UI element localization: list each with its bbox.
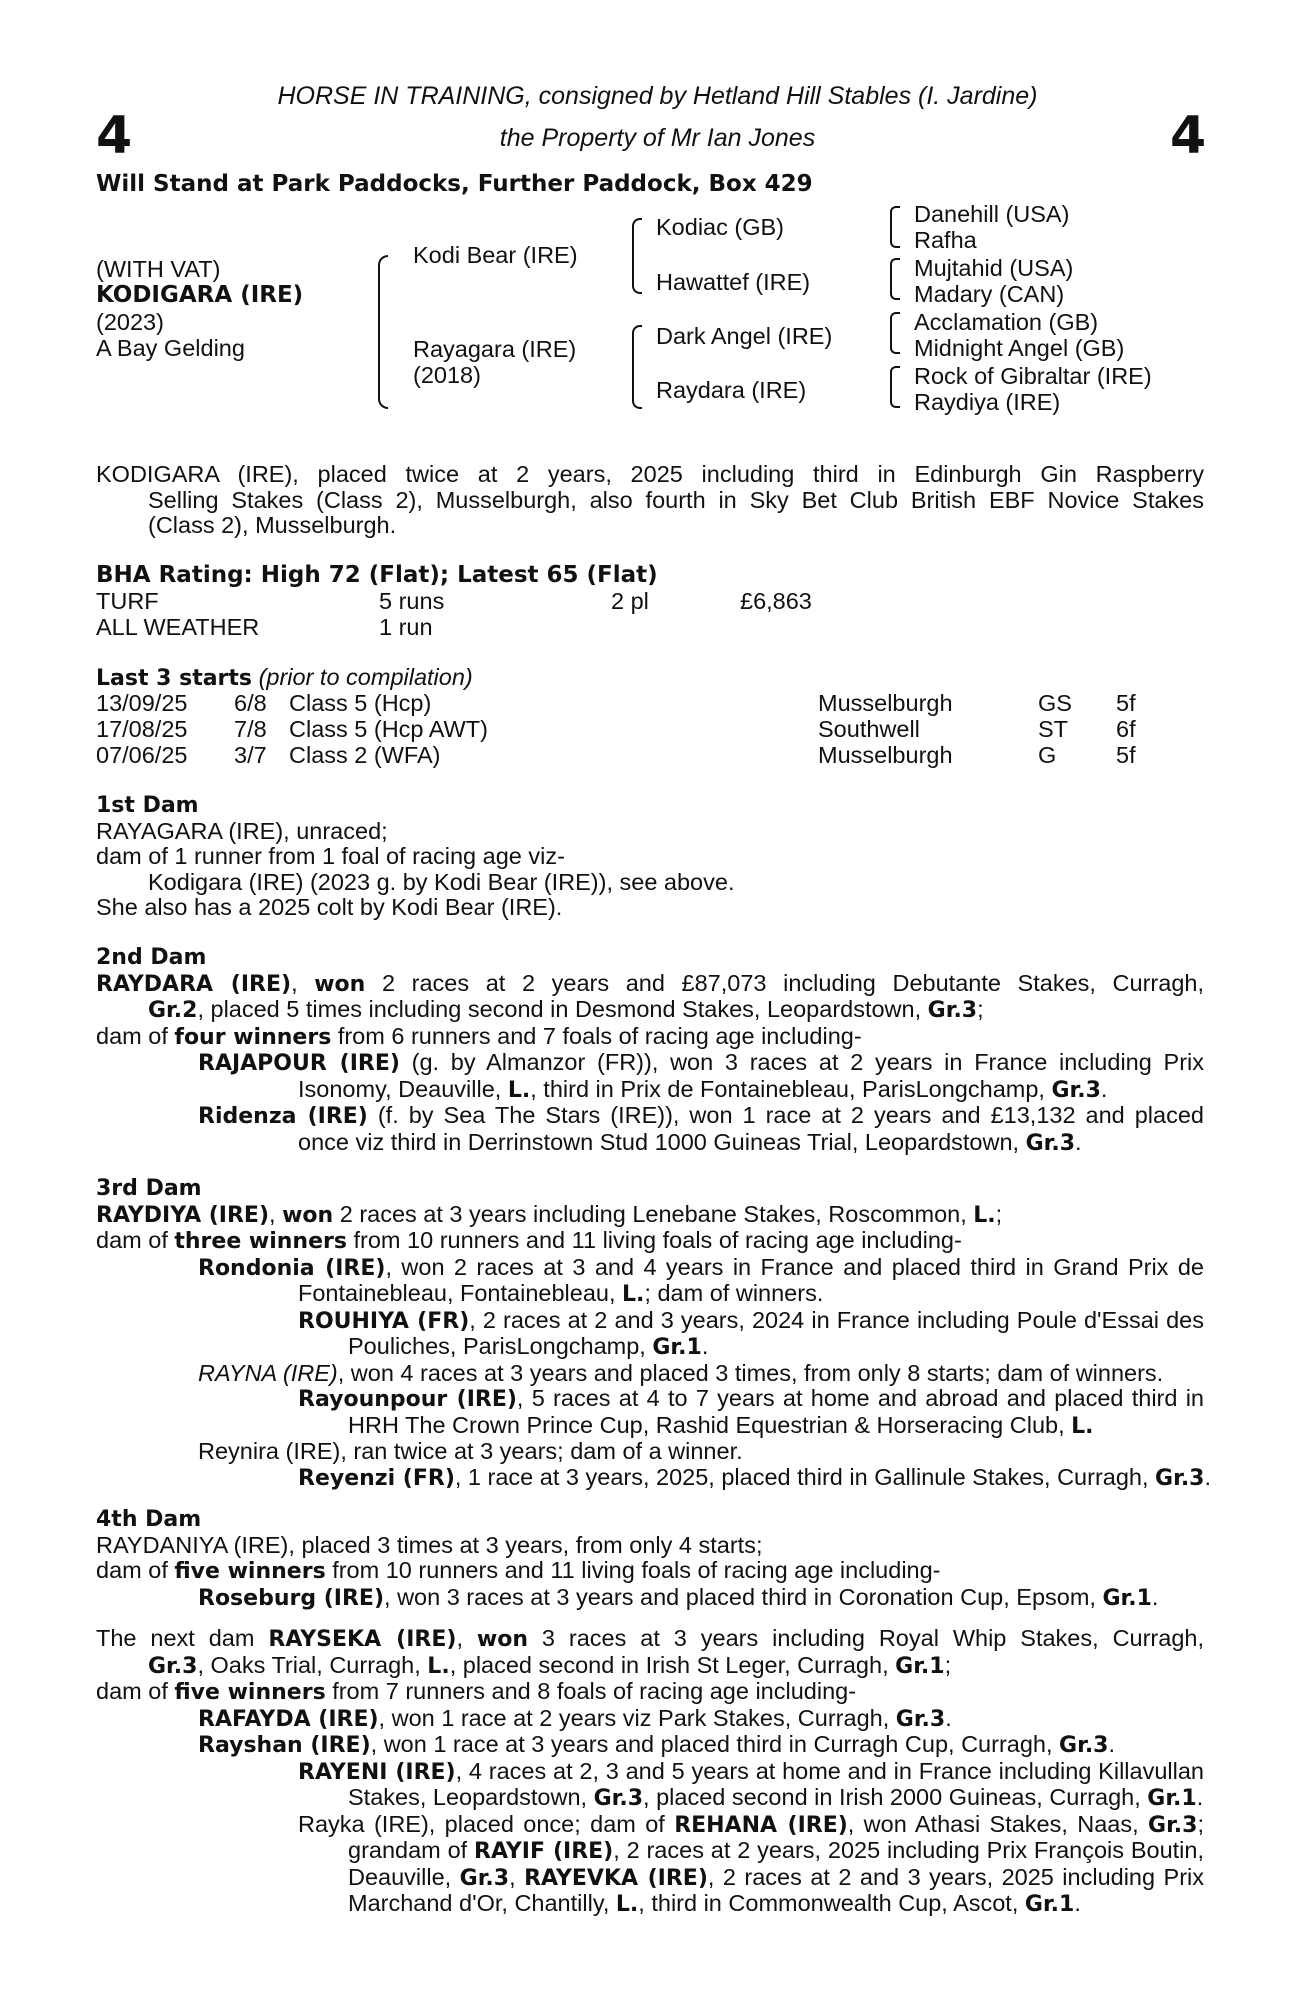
progeny-line (96, 1585, 1204, 1612)
text: , placed 5 times including second in Desmond Stakes, Leopardstown, (197, 996, 928, 1022)
text: . (1151, 1583, 1159, 1610)
pedigree-sds: Mujtahid (USA) (914, 255, 1074, 281)
horse-name: RAYDIYA (IRE) (96, 1202, 270, 1228)
text: , 2 races at 2 years, 2025 including Prix François Boutin, (613, 1837, 1204, 1863)
start-class: Class 2 (WFA) (289, 742, 441, 768)
progeny-line: Reynira (IRE), ran twice at 3 years; dam of a winner. (198, 1438, 743, 1464)
text: Rayka (IRE), placed once; dam of (298, 1810, 675, 1837)
grade: Gr.1 (1147, 1786, 1197, 1811)
pedigree-sdd: Madary (CAN) (914, 281, 1065, 307)
winners-count: five winners (174, 1559, 326, 1584)
start-going: ST (1038, 716, 1069, 742)
text: , (456, 1625, 477, 1651)
dam-line (96, 997, 1204, 1024)
start-class: Class 5 (Hcp AWT) (289, 716, 488, 742)
progeny-line (96, 1812, 1204, 1839)
dam-line (96, 1653, 1204, 1680)
text: , won Athasi Stakes, Naas, (847, 1810, 1149, 1837)
progeny-line (96, 1308, 1204, 1335)
text: . (1196, 1784, 1204, 1810)
next-dam-section (96, 1626, 1204, 1918)
progeny-line (96, 1891, 1204, 1918)
progeny-line (96, 1706, 1204, 1733)
summary-line: Selling Stakes (Class 2), Musselburgh, also fourth in Sky Bet Club British EBF Novice Stakes (148, 486, 1204, 513)
text: , won 4 races at 3 years and placed 3 times, from only 8 starts; dam of winners. (337, 1359, 1164, 1386)
start-date: 07/06/25 (96, 742, 188, 768)
pedigree-dd: Raydara (IRE) (656, 377, 807, 403)
horse-description: A Bay Gelding (96, 335, 245, 361)
owner-line: the Property of Mr Ian Jones (499, 124, 816, 152)
horse-name: RAYENI (IRE) (298, 1759, 456, 1785)
horse-name: RAYIF (IRE) (474, 1839, 614, 1864)
text: , 4 races at 2, 3 and 5 years at home and in France including Killavullan (455, 1757, 1204, 1784)
start-distance: 5f (1116, 690, 1136, 716)
dam-line: RAYDANIYA (IRE), placed 3 times at 3 years, from only 4 starts; (96, 1531, 763, 1558)
text: from 7 runners and 8 foals of racing age including- (325, 1678, 857, 1704)
text: . (1108, 1731, 1116, 1757)
start-distance: 6f (1116, 716, 1136, 742)
grade: Gr.3 (593, 1786, 644, 1811)
consignor-line: HORSE IN TRAINING, consigned by Hetland Hill Stables (I. Jardine) (277, 82, 1038, 110)
text: HRH The Crown Prince Cup, Rashid Equestrian & Horseracing Club, (348, 1411, 1072, 1438)
second-dam-section (96, 945, 1204, 1156)
section-title: 1st Dam (96, 793, 199, 818)
grade: Gr.1 (1024, 1892, 1075, 1917)
progeny-line (96, 1865, 1204, 1892)
won-label: won (282, 1202, 334, 1228)
race-summary (96, 462, 1204, 539)
text: , (509, 1863, 525, 1890)
dam-line (96, 1679, 1204, 1706)
progeny-line (96, 1838, 1204, 1865)
horse-name: RAYDARA (IRE) (96, 971, 292, 997)
progeny-line (96, 1463, 1212, 1492)
won-label: won (476, 1627, 528, 1652)
dam-line: She also has a 2025 colt by Kodi Bear (IRE). (96, 894, 563, 920)
text: 3 races at 3 years including Royal Whip Stakes, Curragh, (528, 1625, 1204, 1651)
dam-line (96, 1558, 1204, 1585)
pedigree-brace-ds (890, 312, 900, 354)
progeny-line (96, 1077, 1204, 1104)
text: , placed second in Irish 2000 Guineas, Curragh, (643, 1784, 1148, 1810)
runs: 1 run (379, 614, 433, 640)
last-starts-title: Last 3 starts (96, 666, 253, 691)
grade: Gr.3 (1155, 1465, 1205, 1491)
text: , 2 races at 2 and 3 years, 2024 in France including Poule d'Essai des (469, 1306, 1204, 1333)
vat-note: (WITH VAT) (96, 256, 221, 282)
text: ; (1197, 1810, 1204, 1837)
text: . (1100, 1075, 1108, 1102)
text: Pouliches, ParisLongchamp, (348, 1333, 653, 1359)
progeny-line (96, 1759, 1204, 1786)
horse-year: (2023) (96, 309, 164, 335)
text: Fontainebleau, Fontainebleau, (298, 1280, 623, 1306)
text: ; (995, 1200, 1003, 1227)
lot-number-right: 4 (1170, 106, 1207, 166)
horse-name: Rayounpour (IRE) (298, 1387, 517, 1412)
start-going: G (1038, 742, 1057, 768)
summary-line: (Class 2), Musselburgh. (148, 512, 397, 538)
pedigree-sire: Kodi Bear (IRE) (413, 242, 578, 268)
pedigree-sd: Hawattef (IRE) (656, 269, 811, 295)
pedigree-dsd: Midnight Angel (GB) (914, 335, 1125, 361)
progeny-line (96, 1130, 1204, 1157)
progeny-line (96, 1255, 1204, 1282)
text: , placed second in Irish St Leger, Curragh, (449, 1651, 896, 1678)
horse-name: Rondonia (IRE) (198, 1255, 386, 1281)
horse-name: RAYNA (IRE) (198, 1359, 338, 1386)
text: (f. by Sea The Stars (IRE)), won 1 race at 2 years and £13,132 and placed (367, 1102, 1204, 1128)
text: dam of (96, 1678, 175, 1704)
text: 2 races at 2 years and £87,073 including Debutante Stakes, Curragh, (365, 969, 1204, 996)
grade: L. (622, 1282, 645, 1307)
grade: Gr.3 (1148, 1812, 1198, 1838)
text: . (1075, 1128, 1082, 1155)
grade: L. (973, 1202, 996, 1228)
grade: Gr.1 (1102, 1585, 1152, 1611)
summary-line: KODIGARA (IRE), placed twice at 2 years, 2025 including third in Edinburgh Gin Raspberry (96, 461, 1204, 487)
pedigree-brace-dam (632, 325, 642, 409)
grade: L. (427, 1653, 450, 1679)
text: from 6 runners and 7 foals of racing age including- (331, 1022, 862, 1049)
dam-line: dam of 1 runner from 1 foal of racing age viz- (96, 843, 565, 869)
won-label: won (314, 971, 366, 997)
grade: Gr.3 (1051, 1077, 1101, 1103)
start-going: GS (1038, 690, 1072, 716)
start-position: 3/7 (234, 742, 267, 768)
winners-count: three winners (174, 1229, 347, 1254)
winners-count: four winners (174, 1024, 332, 1050)
text: Deauville, (348, 1863, 460, 1890)
horse-name: Roseburg (IRE) (198, 1585, 385, 1611)
start-position: 7/8 (234, 716, 267, 742)
text: , Oaks Trial, Curragh, (197, 1651, 428, 1678)
pedigree-ds: Dark Angel (IRE) (656, 323, 833, 349)
winners-count: five winners (174, 1680, 326, 1705)
progeny-line (96, 1281, 1204, 1308)
text: Marchand d'Or, Chantilly, (348, 1890, 616, 1916)
dam-line: RAYDIYA (IRE), won 2 races at 3 years including Lenebane Stakes, Roscommon, L.; (96, 1200, 1003, 1228)
progeny-line (96, 1334, 1204, 1361)
dam-line (96, 1228, 1204, 1255)
pedigree-brace-sd (890, 258, 900, 300)
horse-name: KODIGARA (IRE) (96, 282, 304, 308)
progeny-line (96, 1732, 1204, 1759)
progeny-line (96, 1386, 1204, 1413)
grade: Gr.3 (459, 1865, 510, 1891)
progeny-line (96, 1050, 1204, 1077)
horse-name: Reyenzi (FR) (298, 1465, 455, 1491)
text: dam of (96, 1557, 175, 1583)
pedigree-brace-dd (890, 366, 900, 408)
text: dam of (96, 1227, 175, 1253)
last-starts-heading (96, 665, 473, 692)
dam-line: RAYDARA (IRE), won 2 races at 2 years and £87,073 including Debutante Stakes, Curragh, (96, 969, 1204, 997)
grade: Gr.3 (1059, 1733, 1109, 1758)
text: ; (944, 1651, 952, 1678)
horse-name: REHANA (IRE) (674, 1812, 848, 1838)
horse-name: RAJAPOUR (IRE) (198, 1051, 400, 1076)
progeny-line (96, 1785, 1204, 1812)
text: , won 3 races at 3 years and placed third in Coronation Cup, Epsom, (384, 1583, 1103, 1610)
start-course: Southwell (818, 716, 920, 742)
start-course: Musselburgh (818, 690, 953, 716)
pedigree-brace-sire (632, 218, 642, 294)
text: . (945, 1704, 952, 1731)
text: . (1204, 1463, 1212, 1490)
section-title: 4th Dam (96, 1507, 202, 1532)
grade: Gr.2 (148, 998, 198, 1023)
section-title: 3rd Dam (96, 1176, 202, 1201)
text: from 10 runners and 11 living foals of racing age including- (325, 1557, 941, 1583)
horse-name: RAYSEKA (IRE) (268, 1627, 457, 1652)
text: ; (977, 996, 984, 1022)
dam-line (96, 1024, 1204, 1051)
start-date: 13/09/25 (96, 690, 188, 716)
first-dam-section (96, 793, 1204, 921)
progeny-line (96, 1103, 1204, 1130)
pedigree-dss: Acclamation (GB) (914, 309, 1099, 335)
section-title: 2nd Dam (96, 945, 207, 970)
text: , won 1 race at 2 years viz Park Stakes, Curragh, (378, 1704, 896, 1731)
text: dam of (96, 1022, 175, 1049)
start-date: 17/08/25 (96, 716, 188, 742)
text: grandam of (348, 1837, 474, 1863)
text: . (1074, 1890, 1081, 1916)
horse-name: Ridenza (IRE) (198, 1104, 368, 1129)
fourth-dam-section (96, 1507, 1204, 1611)
horse-name: ROUHIYA (FR) (298, 1308, 470, 1334)
grade: Gr.3 (148, 1653, 198, 1679)
text: , third in Prix de Fontainebleau, ParisLongchamp, (530, 1075, 1052, 1102)
progeny-line (96, 1361, 1204, 1387)
lot-number-left: 4 (96, 106, 133, 166)
start-distance: 5f (1116, 742, 1136, 768)
last-starts-note: (prior to compilation) (258, 664, 473, 690)
horse-name: RAFAYDA (IRE) (198, 1706, 379, 1732)
horse-name: Rayshan (IRE) (198, 1733, 371, 1758)
pedigree-ssd: Rafha (914, 227, 977, 253)
surface: TURF (96, 588, 159, 614)
text: , 2 races at 2 and 3 years, 2025 including Prix (707, 1863, 1204, 1890)
text: , third in Commonwealth Cup, Ascot, (638, 1890, 1025, 1916)
horse-name: RAYEVKA (IRE) (524, 1865, 708, 1891)
grade: L. (1071, 1413, 1094, 1439)
start-class: Class 5 (Hcp) (289, 690, 432, 716)
grade: L. (615, 1892, 639, 1917)
start-position: 6/8 (234, 690, 267, 716)
text: , won 1 race at 3 years and placed third in Curragh Cup, Curragh, (370, 1731, 1060, 1757)
bha-rating: BHA Rating: High 72 (Flat); Latest 65 (Flat) (96, 562, 658, 588)
text: . (701, 1333, 709, 1359)
grade: Gr.1 (652, 1335, 702, 1360)
third-dam-section (96, 1176, 1212, 1491)
text: The next dam (96, 1625, 269, 1651)
grade: Gr.3 (1025, 1130, 1076, 1156)
grade: Gr.1 (895, 1653, 945, 1679)
start-course: Musselburgh (818, 742, 953, 768)
pedigree-dam-year: (2018) (413, 362, 481, 388)
runs: 5 runs (379, 588, 445, 614)
text: from 10 runners and 11 living foals of racing age including- (346, 1227, 962, 1253)
progeny-line (96, 1413, 1204, 1440)
dam-line (96, 1626, 1204, 1653)
surface: ALL WEATHER (96, 614, 260, 640)
pedigree-sss: Danehill (USA) (914, 201, 1070, 227)
pedigree-ss: Kodiac (GB) (656, 214, 784, 240)
text: 2 races at 3 years including Lenebane Stakes, Roscommon, (333, 1200, 974, 1227)
text: , 5 races at 4 to 7 years at home and abroad and placed third in (516, 1385, 1204, 1411)
text: once viz third in Derrinstown Stud 1000 Guineas Trial, Leopardstown, (298, 1128, 1026, 1155)
grade: Gr.3 (927, 998, 978, 1023)
grade: Gr.3 (895, 1706, 946, 1732)
text: , 1 race at 3 years, 2025, placed third in Gallinule Stakes, Curragh, (454, 1463, 1156, 1490)
progeny-line: Kodigara (IRE) (2023 g. by Kodi Bear (IRE)), see above. (148, 868, 735, 895)
text: (g. by Almanzor (FR)), won 3 races at 2 years in France including Prix (399, 1049, 1205, 1075)
text: , won 2 races at 3 and 4 years in France and placed third in Grand Prix de (385, 1253, 1204, 1280)
pedigree-dam: Rayagara (IRE) (413, 336, 577, 362)
prize: £6,863 (740, 588, 812, 614)
stand-location: Will Stand at Park Paddocks, Further Paddock, Box 429 (96, 171, 813, 197)
pedigree-brace-ss (890, 206, 900, 248)
pedigree-ddd: Raydiya (IRE) (914, 389, 1061, 415)
placed: 2 pl (611, 588, 649, 614)
pedigree-brace-gen1 (378, 255, 388, 409)
grade: L. (507, 1077, 531, 1103)
text: ; dam of winners. (644, 1280, 824, 1306)
pedigree-dds: Rock of Gibraltar (IRE) (914, 363, 1152, 389)
text: Isonomy, Deauville, (298, 1075, 508, 1102)
text: Stakes, Leopardstown, (348, 1784, 594, 1810)
dam-line: RAYAGARA (IRE), unraced; (96, 817, 388, 844)
